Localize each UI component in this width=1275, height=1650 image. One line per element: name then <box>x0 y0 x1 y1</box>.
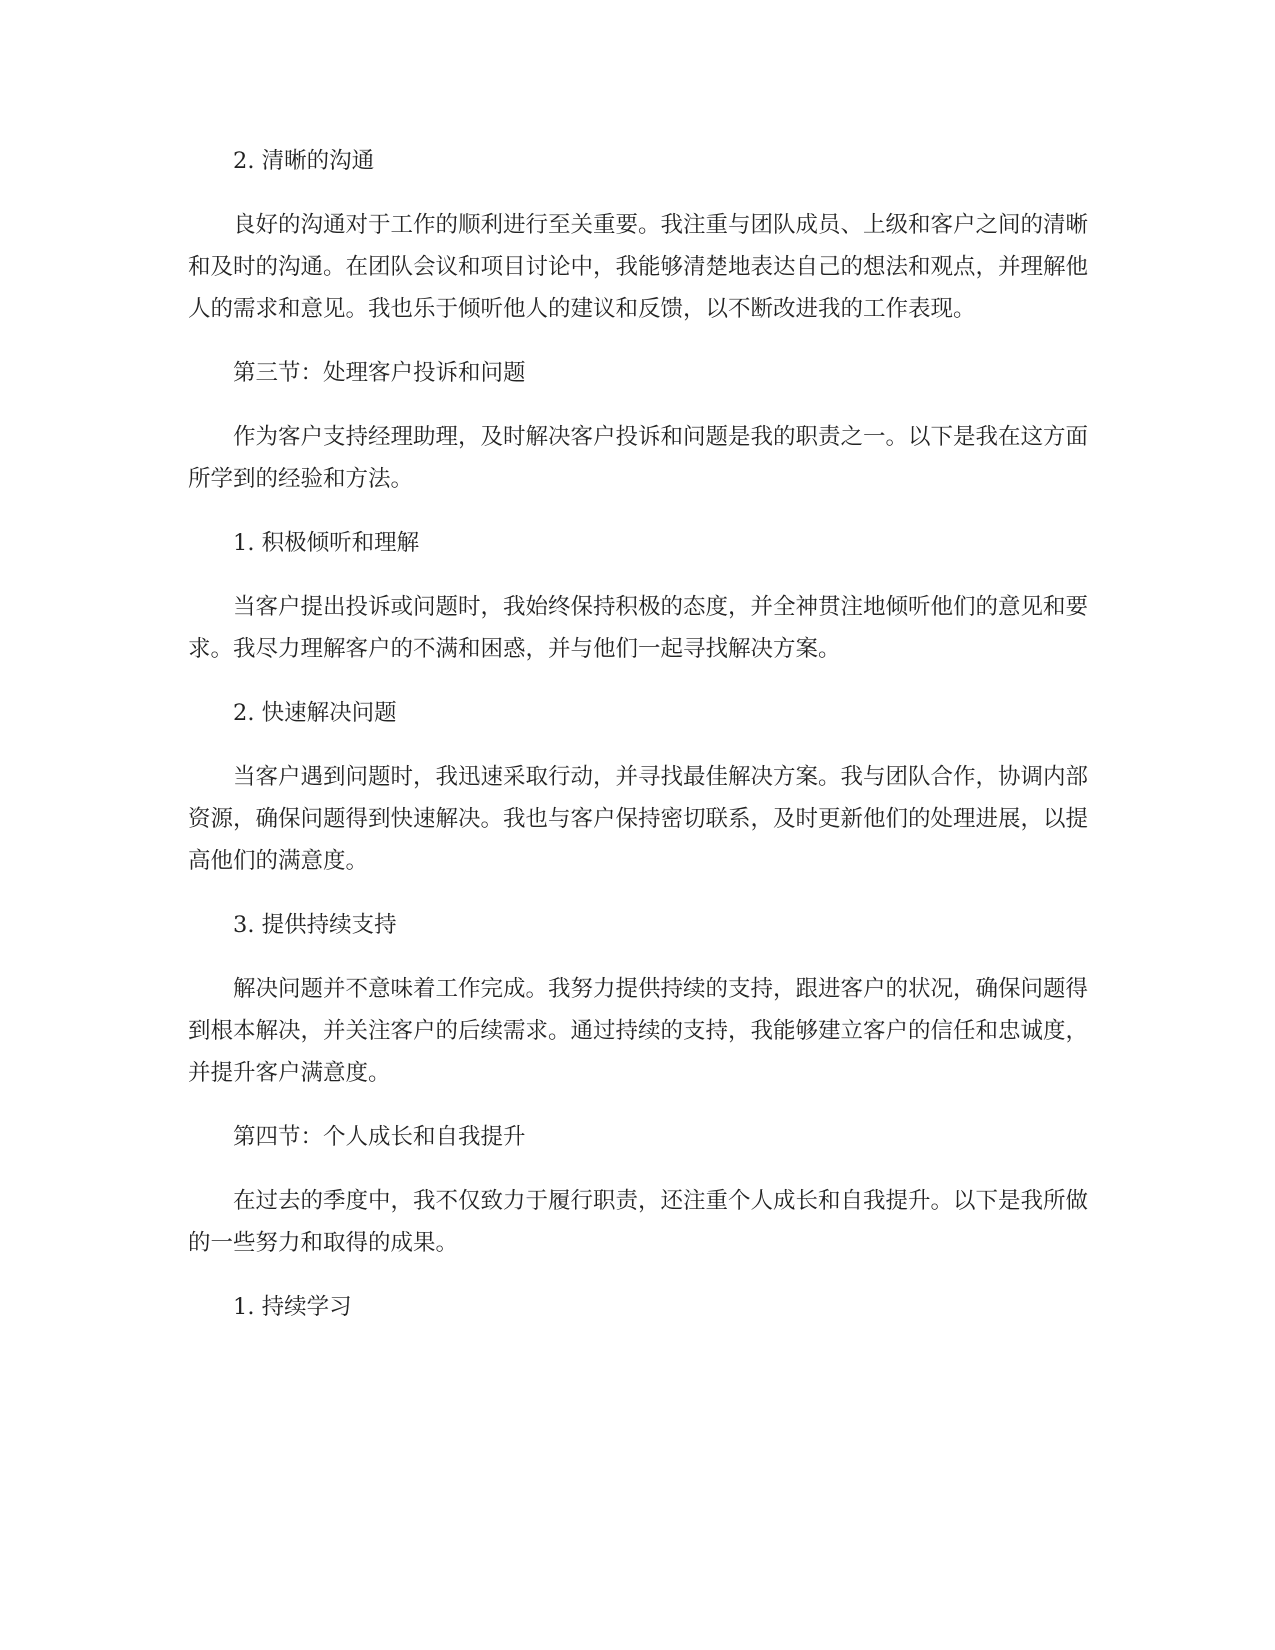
paragraph-continuous-support: 解决问题并不意味着工作完成。我努力提供持续的支持，跟进客户的状况，确保问题得到根本解决，并关注客户的后续需求。通过持续的支持，我能够建立客户的信任和忠诚度，并提升客户满意度。 <box>188 976 1089 1086</box>
paragraph-section-3-intro: 作为客户支持经理助理，及时解决客户投诉和问题是我的职责之一。以下是我在这方面所学到的经验和方法。 <box>188 424 1089 492</box>
subheading-active-listening: 1. 积极倾听和理解 <box>233 530 420 556</box>
paragraph-active-listening: 当客户提出投诉或问题时，我始终保持积极的态度，并全神贯注地倾听他们的意见和要求。我尽力理解客户的不满和困惑，并与他们一起寻找解决方案。 <box>188 594 1089 662</box>
subheading-continuous-support: 3. 提供持续支持 <box>233 912 397 938</box>
subheading-clear-communication: 2. 清晰的沟通 <box>233 148 375 174</box>
paragraph-section-4-intro: 在过去的季度中，我不仅致力于履行职责，还注重个人成长和自我提升。以下是我所做的一些努力和取得的成果。 <box>188 1188 1089 1256</box>
document-body <box>188 140 1088 1350</box>
paragraph-quick-resolution: 当客户遇到问题时，我迅速采取行动，并寻找最佳解决方案。我与团队合作，协调内部资源，确保问题得到快速解决。我也与客户保持密切联系，及时更新他们的处理进展，以提高他们的满意度。 <box>188 764 1089 874</box>
subheading-continuous-learning: 1. 持续学习 <box>233 1294 352 1320</box>
section-heading-3: 第三节：处理客户投诉和问题 <box>233 360 526 386</box>
subheading-quick-resolution: 2. 快速解决问题 <box>233 700 397 726</box>
section-heading-4: 第四节：个人成长和自我提升 <box>233 1124 526 1150</box>
paragraph-communication: 良好的沟通对于工作的顺利进行至关重要。我注重与团队成员、上级和客户之间的清晰和及时的沟通。在团队会议和项目讨论中，我能够清楚地表达自己的想法和观点，并理解他人的需求和意见。我也乐于倾听他人的建议和反馈，以不断改进我的工作表现。 <box>188 212 1089 322</box>
